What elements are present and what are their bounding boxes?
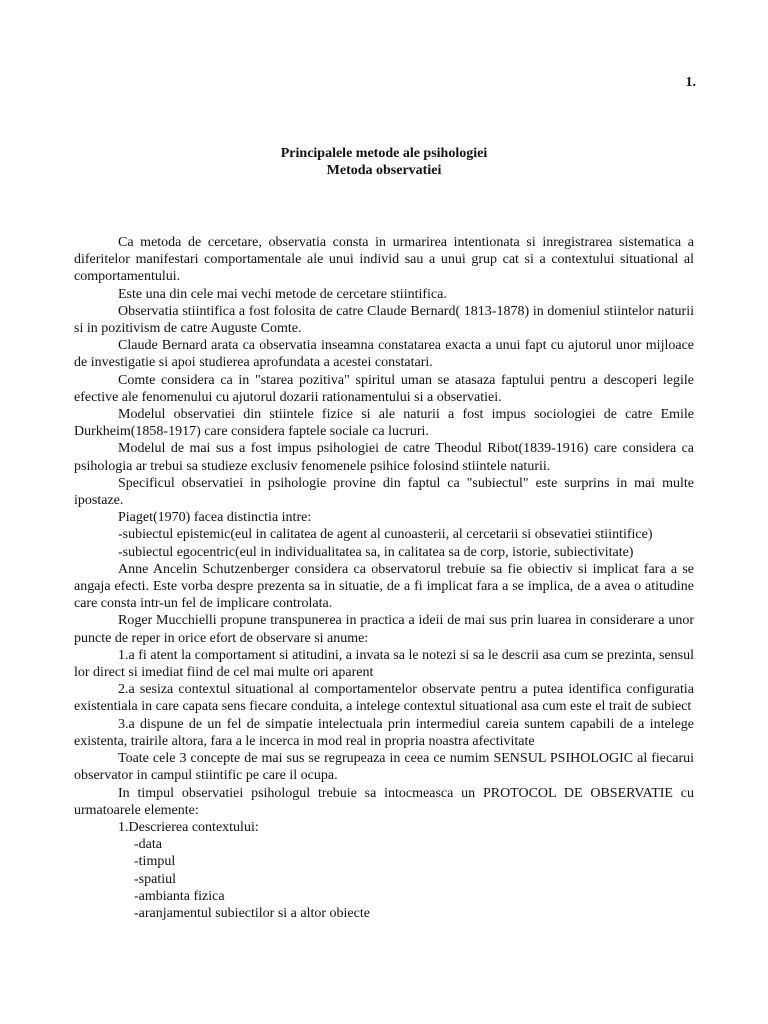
list-item: -data xyxy=(134,837,162,853)
paragraph: 3.a dispune de un fel de simpatie intelectuala prin intermediul careia suntem capabili de a intelege existenta, trairile altora, fara a le incerca in mod real in propria noastra afectivitate xyxy=(74,716,694,749)
paragraph: Modelul observatiei din stiintele fizice si ale naturii a fost impus sociologiei de catre Emile Durkheim(1858-1917) care considera faptele sociale ca lucruri. xyxy=(74,407,694,440)
paragraph: 1.a fi atent la comportament si atitudini, a invata sa le notezi si sa le descrii asa cum se prezinta, sensul lor direct si imediat fiind de cel mai multe ori aparent xyxy=(74,647,694,681)
paragraph: Toate cele 3 concepte de mai sus se regrupeaza in ceea ce numim SENSUL PSIHOLOGIC al fiecarui observator in campul stiintific pe care il ocupa. xyxy=(74,751,694,784)
paragraph: Observatia stiintifica a fost folosita de catre Claude Bernard( 1813-1878) in domeniul stiintelor naturii si in pozitivism de catre Auguste Comte. xyxy=(74,303,694,337)
list-item: -spatiul xyxy=(134,871,176,887)
document-title: Principalele metode ale psihologiei xyxy=(280,146,488,161)
paragraph: In timpul observatiei psihologul trebuie sa intocmeasca un PROTOCOL DE OBSERVATIE cu urmatoarele elemente: xyxy=(74,785,694,818)
paragraph: Comte considera ca in "starea pozitiva" spiritul uman se atasaza faptului pentru a descoperi legile efective ale fenomenului cu ajutorul dozarii rationamentului si a observatiei. xyxy=(74,372,694,405)
paragraph: Roger Mucchielli propune transpunerea in practica a ideii de mai sus prin luarea in considerare a unor puncte de reper in orice efort de observare si anume: xyxy=(74,613,694,646)
paragraph: Este una din cele mai vechi metode de cercetare stiintifica. xyxy=(118,286,447,302)
paragraph: 1.Descrierea contextului: xyxy=(118,819,259,835)
title-block xyxy=(0,145,768,179)
document-body xyxy=(74,234,694,922)
paragraph: -subiectul egocentric(eul in individualitatea sa, in calitatea sa de corp, istorie, subiectivitate) xyxy=(118,544,634,560)
list-item: -aranjamentul subiectilor si a altor obiecte xyxy=(134,905,370,921)
page-number: 1. xyxy=(685,75,696,90)
paragraph: Piaget(1970) facea distinctia intre: xyxy=(118,510,312,526)
paragraph: 2.a sesiza contextul situational al comportamentelor observate pentru a putea identifica configuratia existentiala in care capata sens fiecare conduita, a intelege contextul situational asa cum este el trait de subiect xyxy=(74,682,694,715)
list-item: -ambianta fizica xyxy=(134,888,225,904)
paragraph: Specificul observatiei in psihologie provine din faptul ca "subiectul" este surprins in mai multe ipostaze. xyxy=(74,475,694,509)
paragraph: Ca metoda de cercetare, observatia consta in urmarirea intentionata si inregistrarea sistematica a diferitelor manifestari comportamentale ale unui individ sau a unui grup cat si a contextului situational al comportamentului. xyxy=(74,235,694,285)
document-subtitle: Metoda observatiei xyxy=(326,163,442,178)
paragraph: Claude Bernard arata ca observatia inseamna constatarea exacta a unui fapt cu ajutorul unor mijloace de investigatie si apoi studierea aprofundata a acestei constatari. xyxy=(74,338,694,371)
paragraph: Modelul de mai sus a fost impus psihologiei de catre Theodul Ribot(1839-1916) care considera ca psihologia ar trebui sa studieze exclusiv fenomenele psihice folosind stiintele naturii. xyxy=(74,441,694,474)
paragraph: Anne Ancelin Schutzenberger considera ca observatorul trebuie sa fie obiectiv si implicat fara a se angaja efecti. Este vorba despre prezenta sa in situatie, de a fi implicat fara a se implica, de a avea o atitudine care consta intr-un fel de implicare controlata. xyxy=(74,561,694,612)
list-item: -timpul xyxy=(134,854,176,870)
paragraph: -subiectul epistemic(eul in calitatea de agent al cunoasterii, al cercetarii si obsevatiei stiintifice) xyxy=(118,527,653,543)
